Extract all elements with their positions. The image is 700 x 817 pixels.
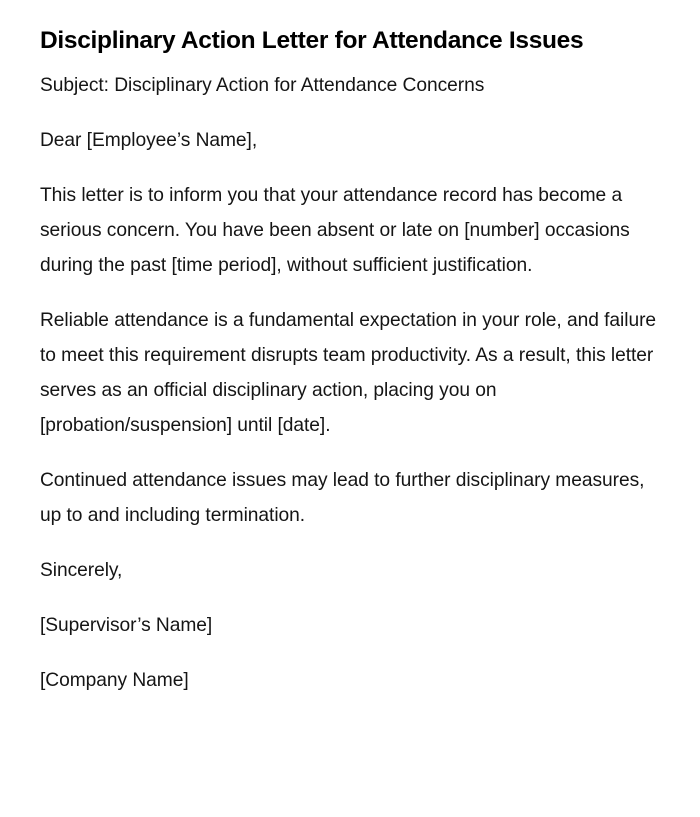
signature-name: [Supervisor’s Name] bbox=[40, 615, 213, 636]
letter-paragraph-1: This letter is to inform you that your attendance record has become a serious concern. You have been absent or late on [number] occasions during the past [time period], without sufficient justification. bbox=[40, 185, 630, 276]
letter-paragraph-2: Reliable attendance is a fundamental expectation in your role, and failure to meet this requirement disrupts team productivity. As a result, this letter serves as an official disciplinary action, placing you on [probation/suspension] until [date]. bbox=[40, 310, 657, 436]
document-title: Disciplinary Action Letter for Attendance Issues bbox=[40, 27, 584, 54]
letter-subject: Subject: Disciplinary Action for Attendance Concerns bbox=[40, 75, 485, 96]
letter-closing: Sincerely, bbox=[40, 560, 123, 581]
letter-paragraph-3: Continued attendance issues may lead to further disciplinary measures, up to and including termination. bbox=[40, 470, 645, 526]
company-name: [Company Name] bbox=[40, 670, 189, 691]
letter-salutation: Dear [Employee’s Name], bbox=[40, 130, 258, 151]
